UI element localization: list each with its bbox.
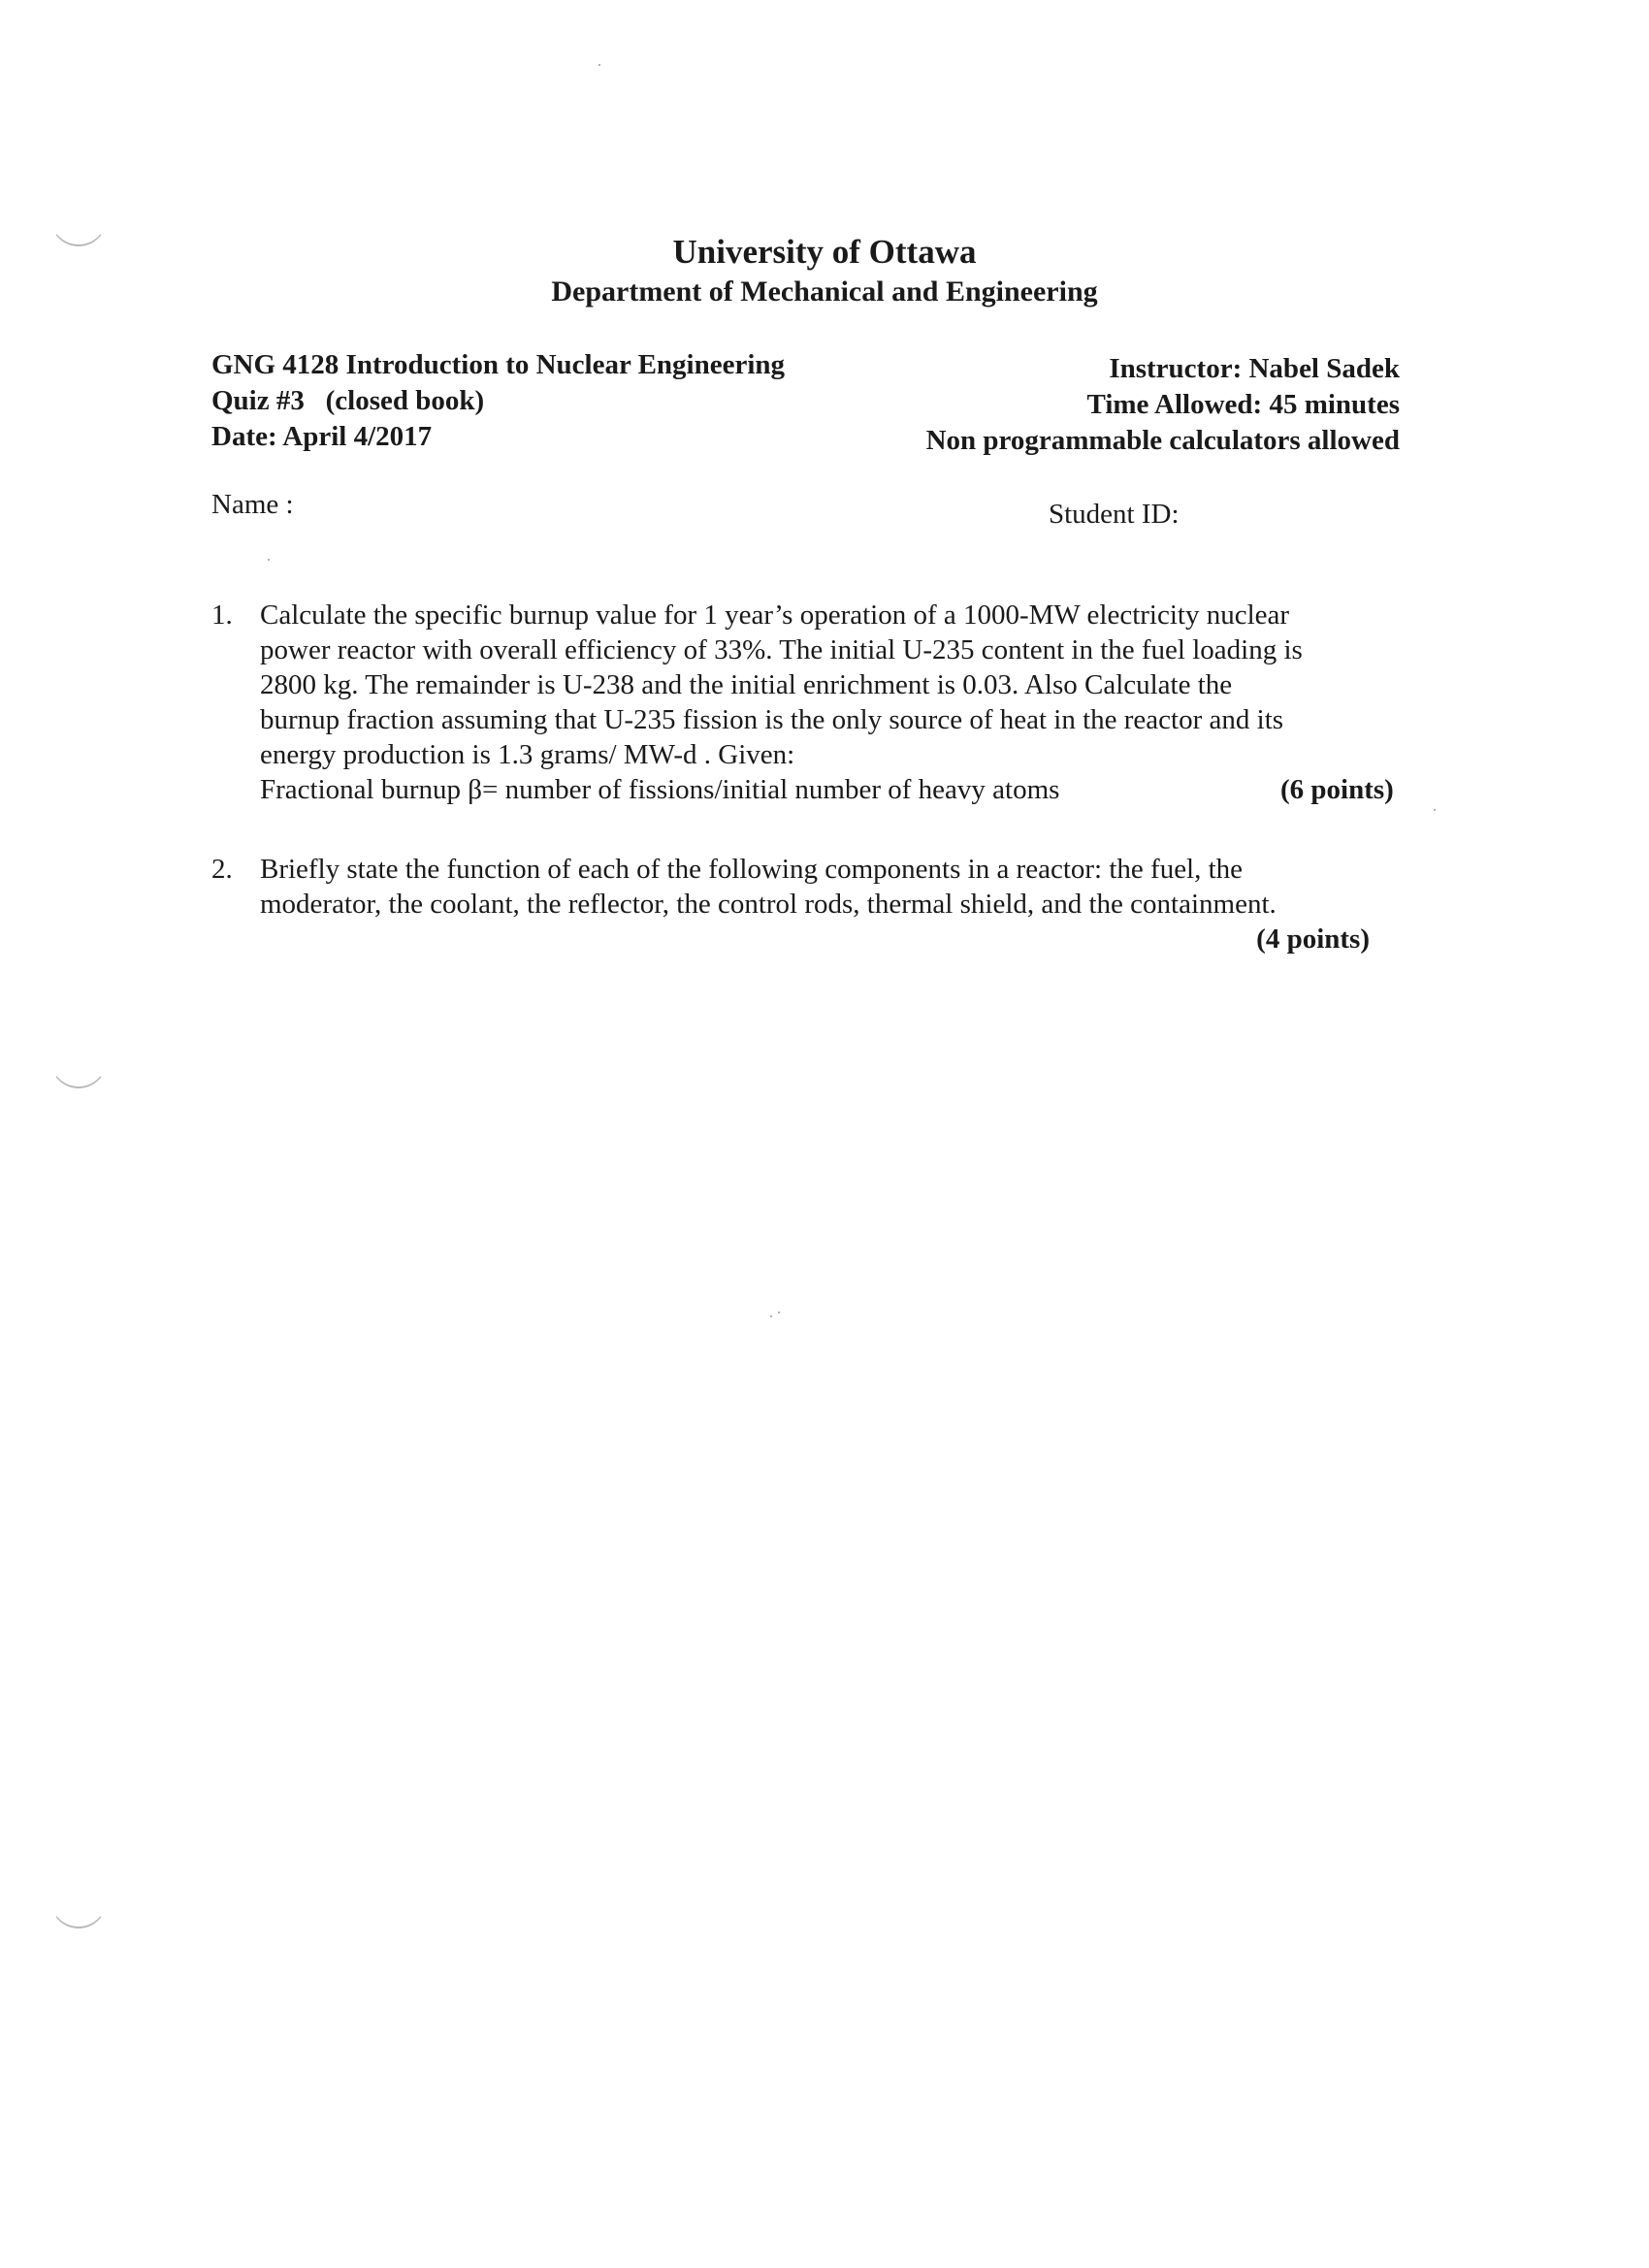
question-points: (4 points) (1256, 923, 1370, 955)
question-points: (6 points) (1280, 774, 1394, 805)
scan-speck (778, 1312, 780, 1313)
time-allowed-label: Time Allowed: 45 minutes (1086, 389, 1400, 420)
given-formula: Fractional burnup β= number of fissions/initial number of heavy atoms (260, 774, 1060, 805)
question-number: 2. (211, 854, 233, 885)
quiz-label: Quiz #3 (closed book) (211, 385, 485, 416)
calculator-policy: Non programmable calculators allowed (925, 425, 1400, 456)
department-title: Department of Mechanical and Engineering (551, 275, 1098, 308)
punch-hole-bottom (50, 1872, 107, 1928)
university-title: University of Ottawa (672, 233, 977, 271)
scan-speck (770, 1315, 772, 1317)
course-title: GNG 4128 Introduction to Nuclear Engineering (211, 349, 786, 380)
question-text: Calculate the specific burnup value for 1 year’s operation of a 1000-MW electricity nuclear power reactor with overall efficiency of 33%. The initial U-235 content in the fuel loading is 2800 kg. The remainder is U-238 and the initial enrichment is 0.03. Also Calculate the burnup fraction assuming that U-235 fission is the only source of heat in the reactor and its energy production is 1.3 grams/ MW-d . Given: (260, 599, 1303, 770)
question-2 (211, 852, 1424, 956)
student-id-field-label: Student ID: (1049, 499, 1180, 530)
instructor-label: Instructor: Nabel Sadek (1109, 353, 1400, 384)
given-formula-row (260, 772, 1424, 807)
course-info-right (926, 351, 1400, 459)
scan-speck (598, 64, 600, 66)
punch-hole-middle (50, 1032, 107, 1088)
question-number: 1. (211, 599, 233, 631)
name-field-label: Name : (211, 489, 294, 520)
quiz-date: Date: April 4/2017 (211, 421, 433, 452)
course-info-left (211, 347, 785, 455)
question-1 (211, 598, 1424, 807)
scan-speck (268, 559, 270, 561)
question-text: Briefly state the function of each of the following components in a reactor: the fuel, the moderator, the coolant, the reflector, the control rods, thermal shield, and the containment. (260, 854, 1277, 920)
scan-speck (1434, 809, 1436, 811)
